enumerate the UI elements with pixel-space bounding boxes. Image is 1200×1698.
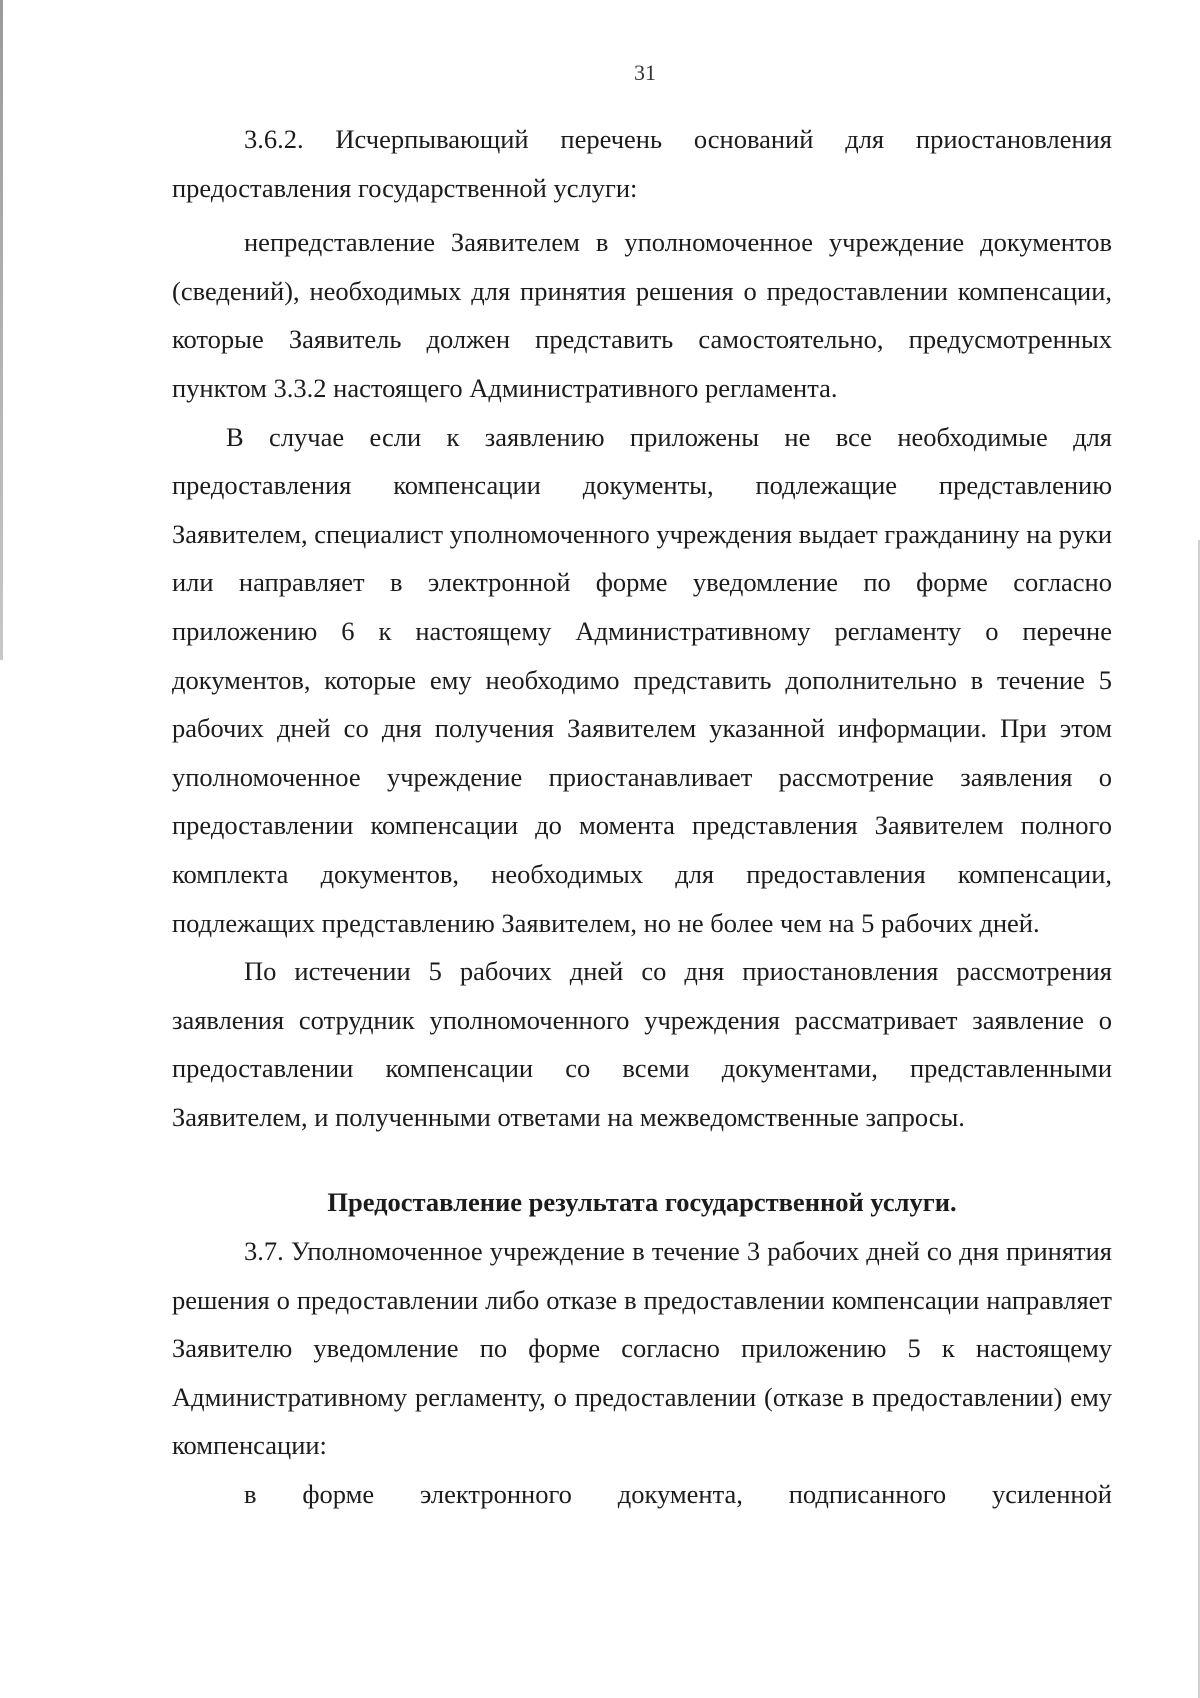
paragraph-non-submission: непредставление Заявителем в уполномоченное учреждение документов (сведений), необходимых для принятия решения о предоставлении компенсации, которые Заявитель должен представить самостоятельно, предусмотренных пунктом 3.3.2 настоящего Административного регламента. [172,227,1112,403]
scan-edge-left [0,0,3,660]
page-number: 31 [634,60,656,85]
paragraph-electronic-form: в форме электронного документа, подписанного усиленной [244,1479,1112,1510]
paragraph-3-7: 3.7. Уполномоченное учреждение в течение 3 рабочих дней со дня принятия решения о предоставлении либо отказе в предоставлении компенсации направляет Заявителю уведомление по форме согласно приложению 5 к настоящему Административному регламенту, о предоставлении (отказе в предоставлении) ему компенсации: [172,1236,1112,1461]
paragraph-3-6-2: 3.6.2. Исчерпывающий перечень оснований для приостановления предоставления государственной услуги: [172,124,1112,203]
section-heading: Предоставление результата государственной услуги. [327,1187,957,1218]
paragraph-after-suspension: По истечении 5 рабочих дней со дня приостановления рассмотрения заявления сотрудник уполномоченного учреждения рассматривает заявление о предоставлении компенсации со всеми документами, представленными Заявителем, и полученными ответами на межведомственные запросы. [172,956,1112,1132]
paragraph-incomplete-documents: В случае если к заявлению приложены не все необходимые для предоставления компенсации документы, подлежащие представлению Заявителем, специалист уполномоченного учреждения выдает гражданину на руки или направляет в электронной форме уведомление по форме согласно приложению 6 к настоящему Административному регламенту о перечне документов, которые ему необходимо представить дополнительно в течение 5 рабочих дней со дня получения Заявителем указанной информации. При этом уполномоченное учреждение приостанавливает рассмотрение заявления о предоставлении компенсации до момента представления Заявителем полного комплекта документов, необходимых для предоставления компенсации, подлежащих представлению Заявителем, но не более чем на 5 рабочих дней. [172,421,1112,938]
document-body [172,115,1112,1519]
